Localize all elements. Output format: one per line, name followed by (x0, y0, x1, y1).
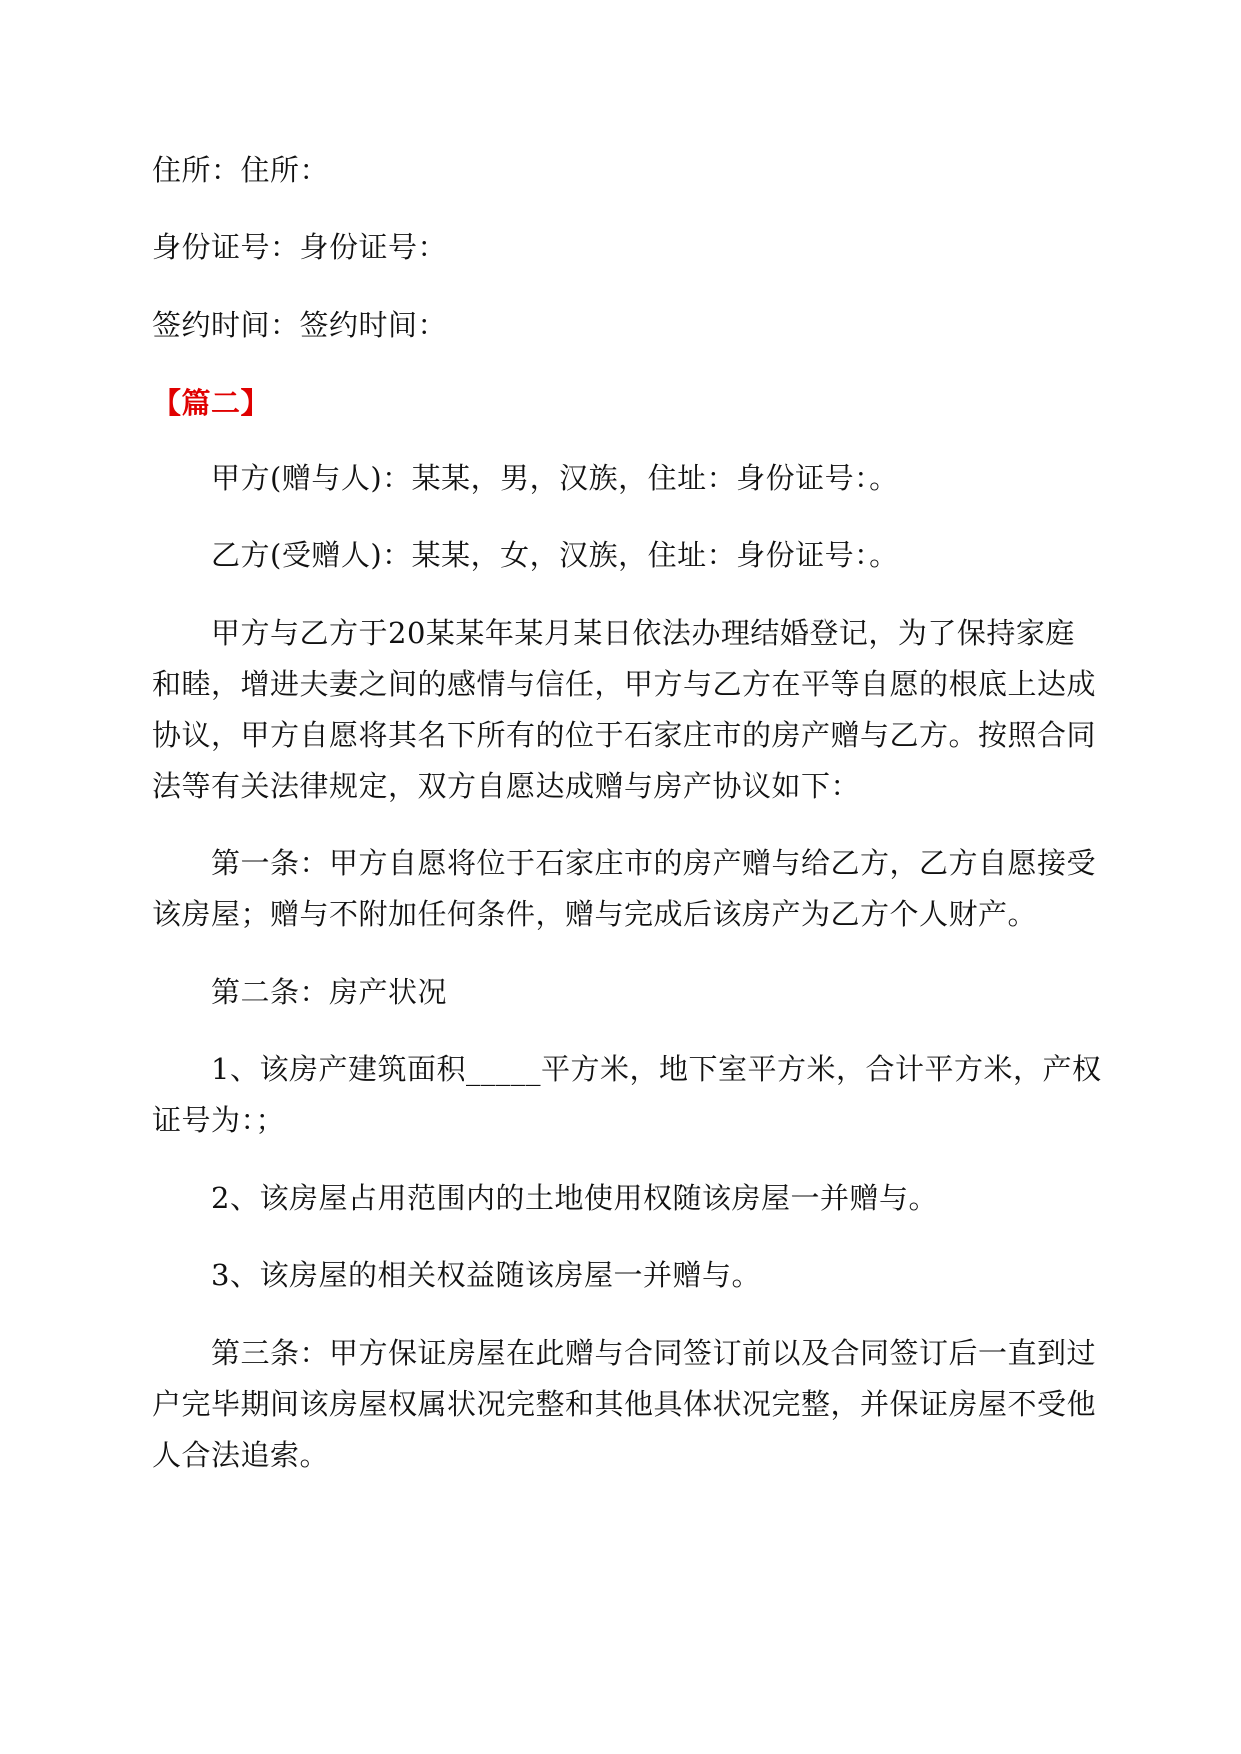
item-1-line: 1、该房产建筑面积_____平方米，地下室平方米，合计平方米，产权 (211, 1052, 1102, 1086)
intro-paragraph-line: 法等有关法律规定，双方自愿达成赠与房产协议如下： (152, 769, 861, 803)
article-2-title: 第二条：房产状况 (211, 975, 448, 1009)
article-3-line: 第三条：甲方保证房屋在此赠与合同签订前以及合同签订后一直到过 (211, 1336, 1097, 1370)
party-b-line: 乙方(受赠人)：某某，女，汉族，住址：身份证号：。 (211, 538, 899, 572)
party-a-line: 甲方(赠与人)：某某，男，汉族，住址：身份证号：。 (211, 461, 899, 495)
item-1-line: 证号为：； (152, 1103, 286, 1137)
id-number-line: 身份证号：身份证号： (152, 230, 448, 264)
section-heading: 【篇二】 (152, 386, 271, 420)
article-3-line: 人合法追索。 (152, 1438, 330, 1472)
signing-time-line: 签约时间：签约时间： (152, 308, 448, 342)
intro-paragraph-line: 和睦，增进夫妻之间的感情与信任，甲方与乙方在平等自愿的根底上达成 (152, 667, 1097, 701)
item-3-line: 3、该房屋的相关权益随该房屋一并赠与。 (211, 1258, 761, 1292)
item-2-line: 2、该房屋占用范围内的土地使用权随该房屋一并赠与。 (211, 1181, 938, 1215)
intro-paragraph-line: 协议，甲方自愿将其名下所有的位于石家庄市的房产赠与乙方。按照合同 (152, 718, 1097, 752)
intro-paragraph-line: 甲方与乙方于20某某年某月某日依法办理结婚登记，为了保持家庭 (211, 616, 1075, 650)
article-1-line: 第一条：甲方自愿将位于石家庄市的房产赠与给乙方，乙方自愿接受 (211, 846, 1097, 880)
residence-line: 住所：住所： (152, 153, 330, 187)
article-3-line: 户完毕期间该房屋权属状况完整和其他具体状况完整，并保证房屋不受他 (152, 1387, 1097, 1421)
article-1-line: 该房屋；赠与不附加任何条件，赠与完成后该房产为乙方个人财产。 (152, 897, 1038, 931)
